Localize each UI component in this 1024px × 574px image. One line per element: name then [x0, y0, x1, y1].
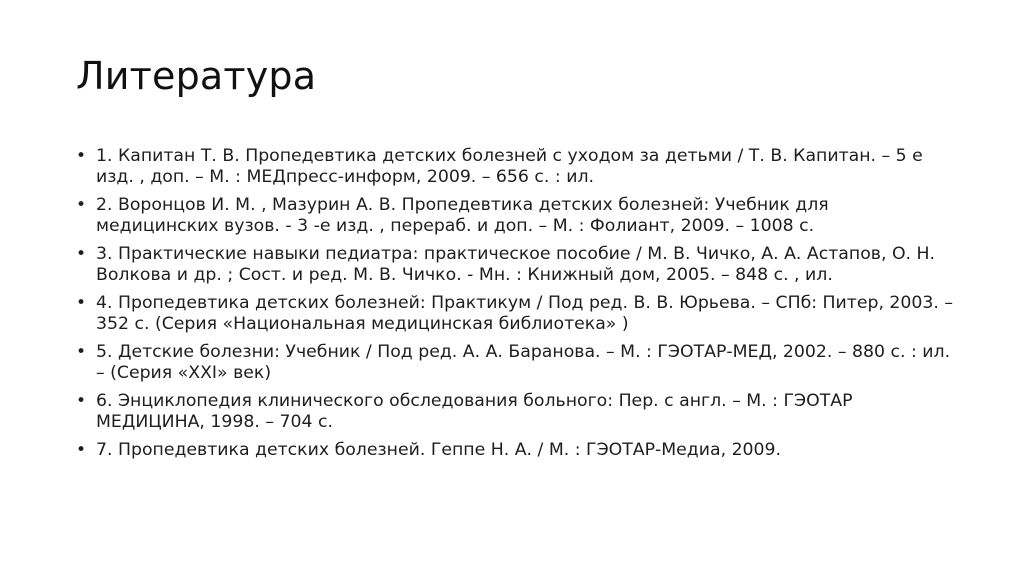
reference-item: [76, 440, 956, 461]
reference-text: 5. Детские болезни: Учебник / Под ред. А. А. Баранова. – М. : ГЭОТАР-МЕД, 2002. – 880 с. : ил. – (Серия «XXI» век): [96, 342, 951, 383]
reference-item: [76, 391, 956, 433]
bullet-icon: •: [76, 293, 87, 313]
reference-text: 3. Практические навыки педиатра: практическое пособие / М. В. Чичко, А. А. Астапов, О. Н. Волкова и др. ; Сост. и ред. М. В. Чичко. - Мн. : Книжный дом, 2005. – 848 с. , ил.: [96, 244, 936, 285]
reference-item: [76, 293, 956, 335]
reference-text: 4. Пропедевтика детских болезней: Практикум / Под ред. В. В. Юрьева. – СПб: Питер, 2003. – 352 с. (Серия «Национальная медицинская библиотека» ): [96, 293, 954, 334]
reference-text: 7. Пропедевтика детских болезней. Геппе Н. А. / М. : ГЭОТАР-Медиа, 2009.: [96, 440, 782, 460]
bullet-icon: •: [76, 440, 87, 460]
bullet-icon: •: [76, 244, 87, 264]
reference-item: [76, 195, 956, 237]
slide-title: Литература: [76, 54, 317, 98]
reference-text: 1. Капитан Т. В. Пропедевтика детских болезней с уходом за детьми / Т. В. Капитан. – 5 е изд. , доп. – М. : МЕДпресс-информ, 2009. – 656 с. : ил.: [96, 146, 923, 187]
reference-item: [76, 342, 956, 384]
bullet-icon: •: [76, 195, 87, 215]
bullet-icon: •: [76, 342, 87, 362]
bullet-icon: •: [76, 146, 87, 166]
reference-text: 6. Энциклопедия клинического обследования больного: Пер. с англ. – М. : ГЭОТАР МЕДИЦИНА, 1998. – 704 с.: [96, 391, 853, 432]
reference-item: [76, 244, 956, 286]
bullet-icon: •: [76, 391, 87, 411]
reference-text: 2. Воронцов И. М. , Мазурин А. В. Пропедевтика детских болезней: Учебник для медицинских вузов. - 3 -е изд. , перераб. и доп. – М. : Фолиант, 2009. – 1008 с.: [96, 195, 829, 236]
reference-list: [76, 146, 956, 468]
reference-item: [76, 146, 956, 188]
